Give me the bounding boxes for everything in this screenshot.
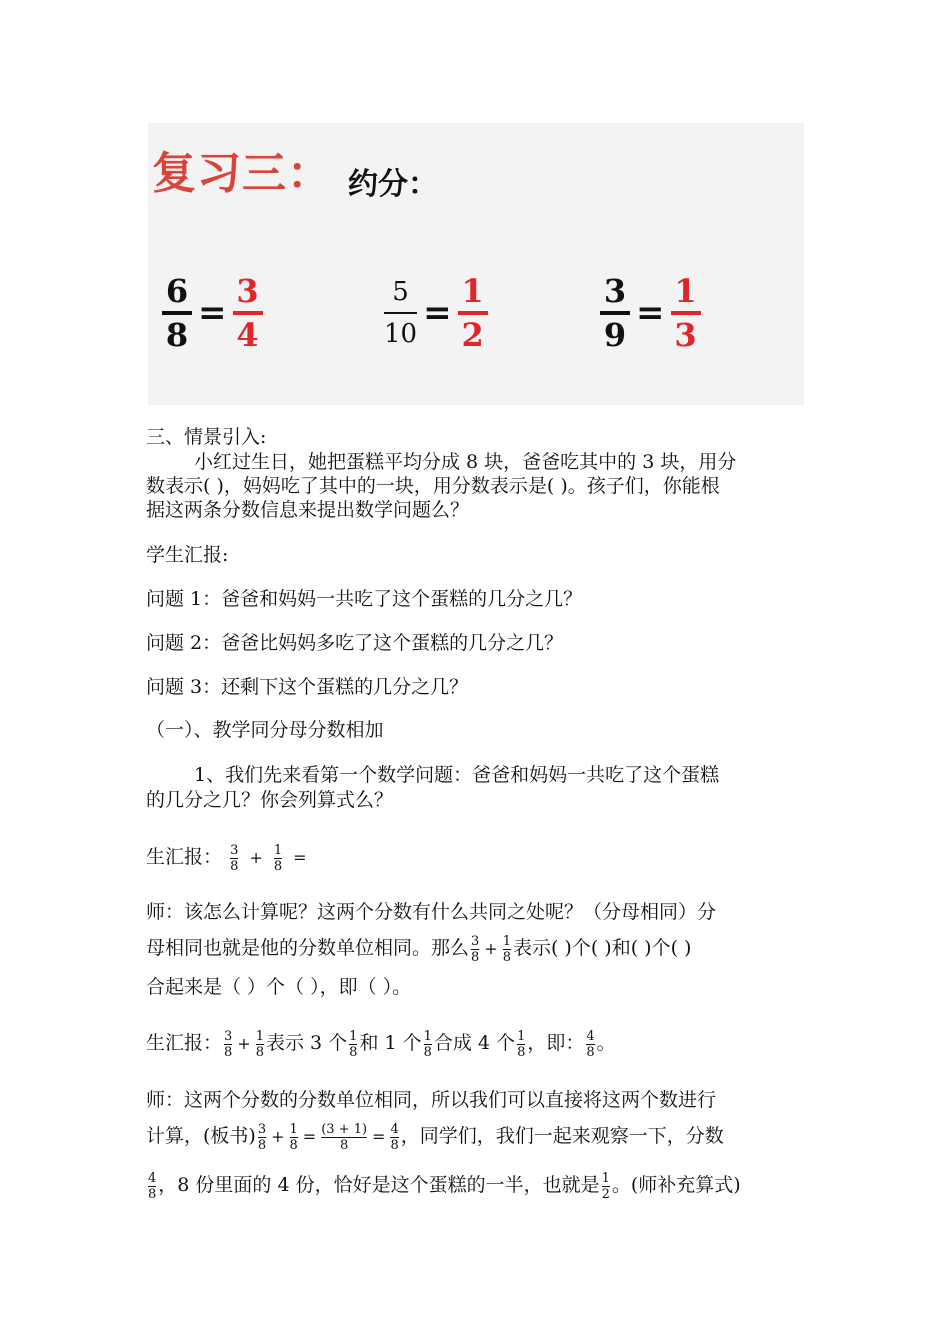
intro-line-1: 小红过生日，她把蛋糕平均分成 8 块，爸爸吃其中的 3 块，用分 [194,451,737,473]
intro-line-3: 据这两条分数信息来提出数学问题么？ [146,499,470,521]
reduction-equation-1 [162,273,263,353]
student-report-2: 生汇报： $\frac{3}{8}$ + $\frac{1}{8}$ 表示 3 个 $\frac{1}{8}$ 和 1 个 $\frac{1}{8}$ 合成 4 个 $\frac{1}{8}$ ，即： $\frac{4}{8}$ 。 [146,1028,616,1060]
step1-line-1: 1、我们先来看第一个数学问题：爸爸和妈妈一共吃了这个蛋糕 [194,764,720,786]
teacher2-line-1: 师：这两个分数的分数单位相同，所以我们可以直接将这两个数进行 [146,1089,717,1111]
teacher2-line-3: $\frac{4}{8}$ ，8 份里面的 4 份，恰好是这个蛋糕的一半，也就是 $\frac{1}{2}$ 。(师补充算式) [148,1170,741,1202]
equals-sign: = [423,293,452,333]
fraction-6-8: 6 8 [162,273,192,353]
fraction-3-9: 3 9 [600,273,630,353]
fraction-3-8: $\frac{3}{8}$ [230,842,239,874]
fraction-4-8: $\frac{4}{8}$ [586,1028,595,1060]
intro-line-2: 数表示( )，妈妈吃了其中的一块，用分数表示是( )。孩子们，你能根 [146,475,720,497]
reduction-equation-2 [384,273,488,353]
fraction-1-8: $\frac{1}{8}$ [273,842,283,874]
fraction-4-8: $\frac{4}{8}$ [390,1121,399,1153]
fraction-1-8: $\frac{1}{8}$ [255,1028,264,1060]
question-2: 问题 2：爸爸比妈妈多吃了这个蛋糕的几分之几？ [146,632,564,654]
fraction-3-8: $\frac{3}{8}$ [224,1028,233,1060]
fraction-3plus1-8: $\frac{(3 + 1)}{8}$ [321,1121,368,1153]
step1-line-2: 的几分之几？你会列算式么？ [146,789,394,811]
fraction-3-8: $\frac{3}{8}$ [471,933,480,965]
slide-subtitle: 约分： [348,167,438,202]
section-heading: 三、情景引入: [146,426,267,448]
teacher-line-3: 合起来是（ ）个（ ），即（ ）。 [146,976,412,998]
student-report-1: 生汇报： $\frac{3}{8}$ + $\frac{1}{8}$ = [146,842,307,874]
fraction-1-2: 1 2 [458,273,488,353]
fraction-5-10: 5 10 [384,277,418,349]
equals-sign: = [636,293,665,333]
question-1: 问题 1：爸爸和妈妈一共吃了这个蛋糕的几分之几？ [146,588,583,610]
fraction-1-3: 1 3 [671,273,701,353]
fraction-1-8: $\frac{1}{8}$ [502,933,511,965]
fraction-1-8: $\frac{1}{8}$ [423,1028,432,1060]
part-heading: （一）、教学同分母分数相加 [146,719,384,741]
equals-sign: = [198,293,227,333]
fraction-3-4: 3 4 [233,273,263,353]
review-slide [148,123,804,405]
fraction-4-8: $\frac{4}{8}$ [148,1170,157,1202]
fraction-1-8: $\frac{1}{8}$ [517,1028,526,1060]
slide-title: 复习三： [152,148,332,199]
teacher2-line-2: 计算，(板书) $\frac{3}{8}$ + $\frac{1}{8}$ = $\frac{(3 + 1)}{8}$ = $\frac{4}{8}$ ，同学们，我们一起来观察一下，分数 [146,1121,724,1153]
fraction-3-8: $\frac{3}{8}$ [257,1121,267,1153]
question-3: 问题 3：还剩下这个蛋糕的几分之几？ [146,676,469,698]
fraction-1-8: $\frac{1}{8}$ [289,1121,298,1153]
teacher-line-2: 母相同也就是他的分数单位相同。那么 $\frac{3}{8}$ + $\frac{1}{8}$ 表示( )个( )和( )个( ) [146,933,692,965]
teacher-line-1: 师：该怎么计算呢？这两个分数有什么共同之处呢？（分母相同）分 [146,901,717,923]
fraction-1-2: $\frac{1}{2}$ [601,1170,610,1202]
reduction-equation-3 [600,273,701,353]
fraction-1-8: $\frac{1}{8}$ [349,1028,358,1060]
report-heading: 学生汇报: [146,544,229,566]
